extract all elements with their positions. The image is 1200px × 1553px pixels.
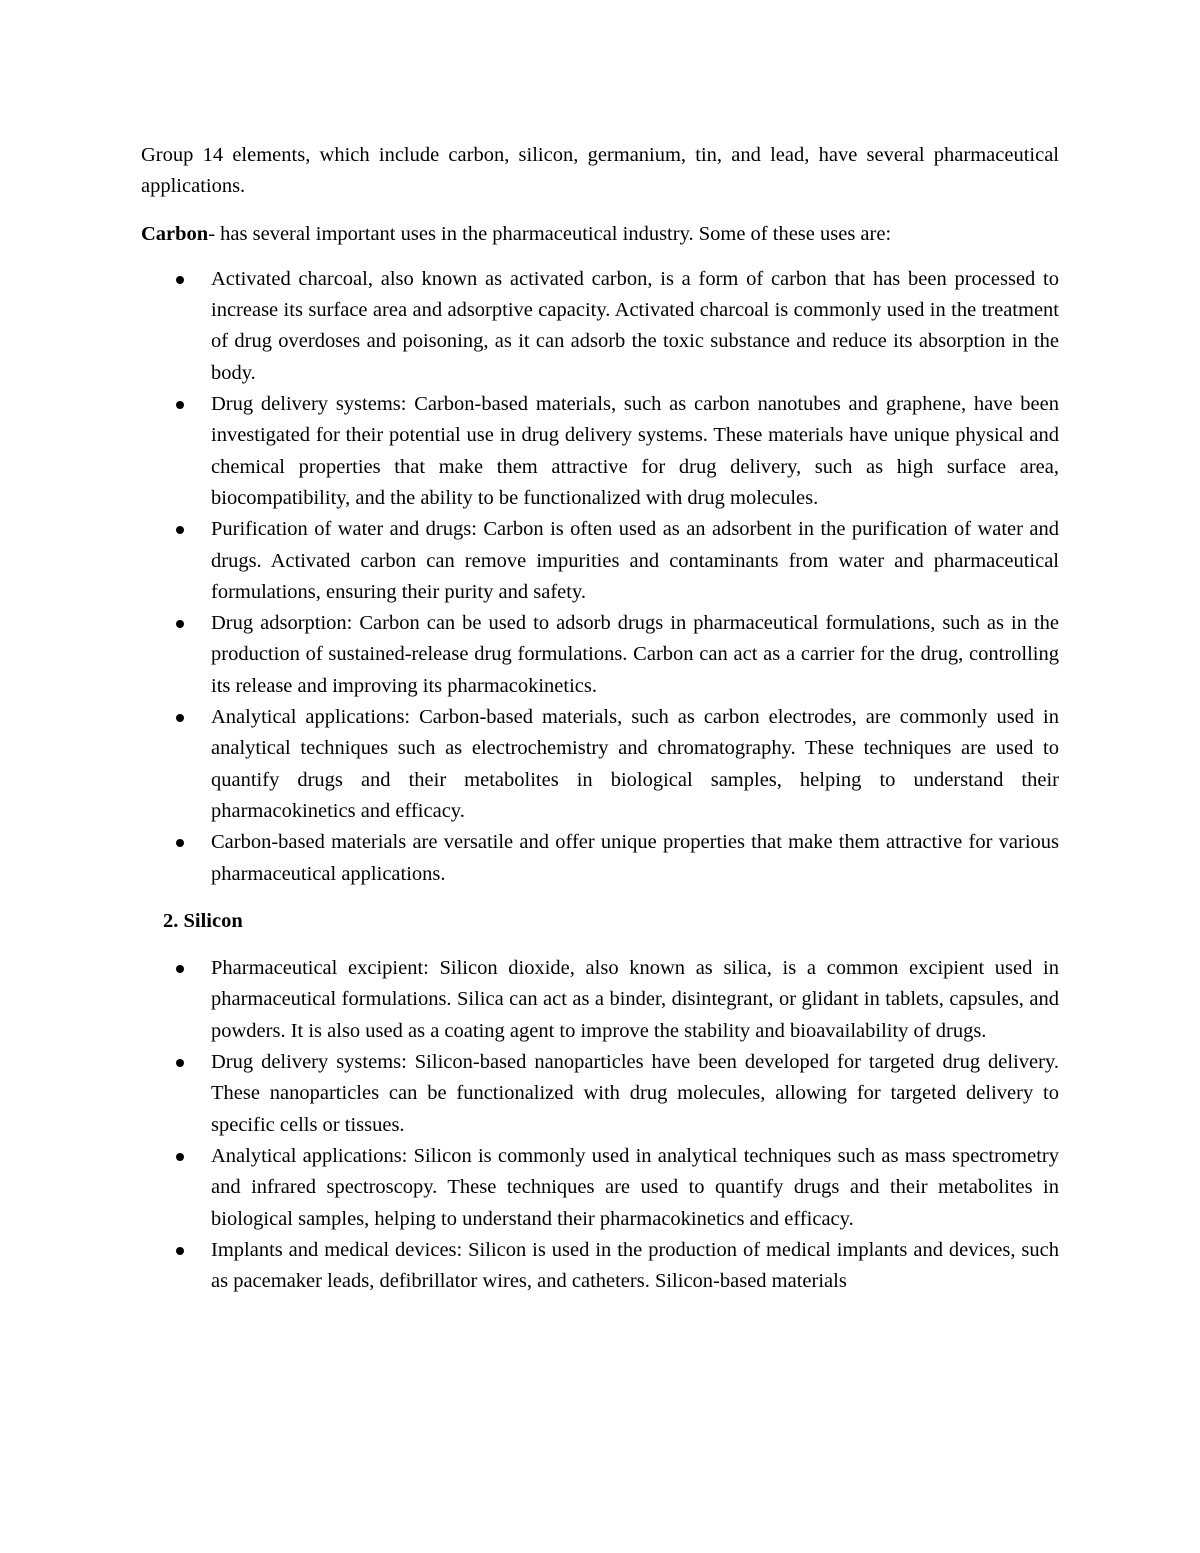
bullet-icon (176, 1059, 184, 1067)
silicon-uses-list (141, 953, 1059, 1297)
list-item: Drug delivery systems: Silicon-based nanoparticles have been developed for targeted drug delivery. These nanoparticles can be functionalized with drug molecules, allowing for targeted delivery to specific cells or tissues. (141, 1047, 1059, 1141)
carbon-lead-text: - has several important uses in the pharmaceutical industry. Some of these uses are: (208, 222, 892, 245)
bullet-icon (176, 526, 184, 534)
bullet-icon (176, 714, 184, 722)
silicon-heading: 2. Silicon (163, 909, 243, 932)
bullet-icon (176, 1153, 184, 1161)
bullet-icon (176, 1247, 184, 1255)
carbon-lead-paragraph (141, 219, 1059, 250)
carbon-heading: Carbon (141, 222, 209, 245)
list-item: Carbon-based materials are versatile and offer unique properties that make them attractive for various pharmaceutical applications. (141, 827, 1059, 890)
bullet-icon (176, 401, 184, 409)
bullet-icon (176, 839, 184, 847)
list-item: Analytical applications: Silicon is commonly used in analytical techniques such as mass spectrometry and infrared spectroscopy. These techniques are used to quantify drugs and their metabolites in biological samples, helping to understand their pharmacokinetics and efficacy. (141, 1141, 1059, 1235)
bullet-icon (176, 620, 184, 628)
list-item: Activated charcoal, also known as activated carbon, is a form of carbon that has been processed to increase its surface area and adsorptive capacity. Activated charcoal is commonly used in the treatment of drug overdoses and poisoning, as it can adsorb the toxic substance and reduce its absorption in the body. (141, 264, 1059, 389)
list-item: Analytical applications: Carbon-based materials, such as carbon electrodes, are commonly used in analytical techniques such as electrochemistry and chromatography. These techniques are used to quantify drugs and their metabolites in biological samples, helping to understand their pharmacokinetics and efficacy. (141, 702, 1059, 827)
document-body (141, 140, 1059, 1297)
bullet-icon (176, 276, 184, 284)
list-item: Pharmaceutical excipient: Silicon dioxide, also known as silica, is a common excipient used in pharmaceutical formulations. Silica can act as a binder, disintegrant, or glidant in tablets, capsules, and powders. It is also used as a coating agent to improve the stability and bioavailability of drugs. (141, 953, 1059, 1047)
bullet-icon (176, 965, 184, 973)
list-item: Drug adsorption: Carbon can be used to adsorb drugs in pharmaceutical formulations, such as in the production of sustained-release drug formulations. Carbon can act as a carrier for the drug, controlling its release and improving its pharmacokinetics. (141, 608, 1059, 702)
carbon-uses-list (141, 264, 1059, 890)
list-item: Purification of water and drugs: Carbon is often used as an adsorbent in the purification of water and drugs. Activated carbon can remove impurities and contaminants from water and pharmaceutical formulations, ensuring their purity and safety. (141, 514, 1059, 608)
list-item: Drug delivery systems: Carbon-based materials, such as carbon nanotubes and graphene, have been investigated for their potential use in drug delivery systems. These materials have unique physical and chemical properties that make them attractive for drug delivery, such as high surface area, biocompatibility, and the ability to be functionalized with drug molecules. (141, 389, 1059, 514)
intro-paragraph: Group 14 elements, which include carbon, silicon, germanium, tin, and lead, have several pharmaceutical applications. (141, 144, 1059, 198)
list-item: Implants and medical devices: Silicon is used in the production of medical implants and devices, such as pacemaker leads, defibrillator wires, and catheters. Silicon-based materials (141, 1235, 1059, 1298)
